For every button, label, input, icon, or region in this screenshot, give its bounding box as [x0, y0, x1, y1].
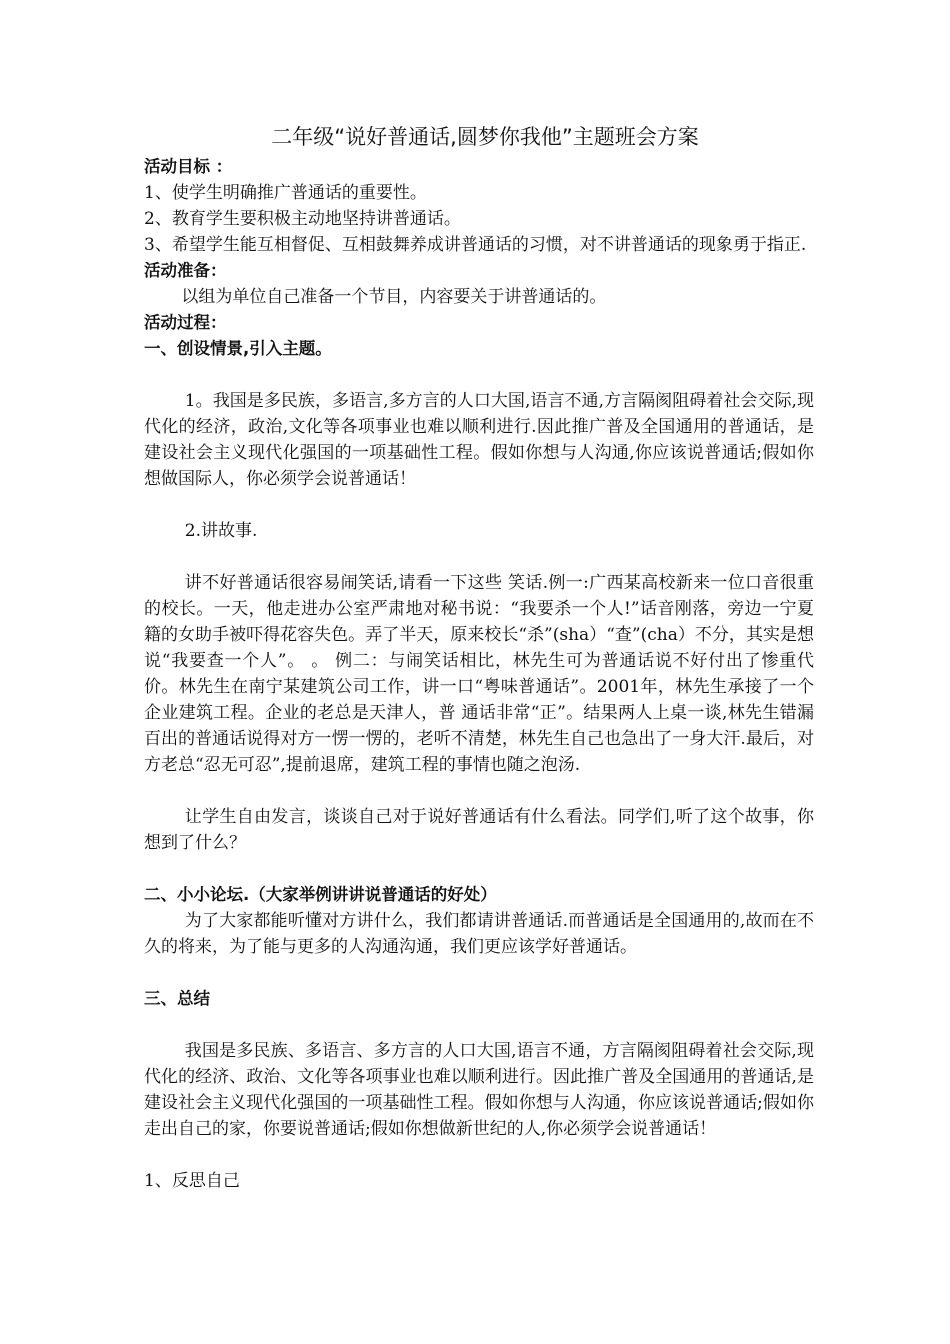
- section2-heading: 二、小小论坛.（大家举例讲讲说普通话的好处）: [144, 885, 497, 904]
- section3-item: 1、反思自己: [144, 1171, 240, 1191]
- section1-paragraph: 2.讲故事.: [184, 521, 258, 541]
- section2-paragraph: 为了大家都能听懂对方讲什么，我们都请讲普通话.而普通话是全国通用的,故而在不久的将来，为了能与更多的人沟通沟通，我们更应该学好普通话。: [144, 911, 814, 957]
- section3-paragraph: 我国是多民族、多语言、多方言的人口大国,语言不通，方言隔阂阻碍着社会交际,现代化的经济、政治、文化等各项事业也难以顺利进行。因此推广普及全国通用的普通话,是建设社会主义现代化强国的一项基础性工程。假如你想与人沟通，你应该说普通话;假如你走出自己的家，你要说普通话;假如你想做新世纪的人,你必须学会说普通话！: [144, 1041, 814, 1139]
- section1-paragraph: 让学生自由发言，谈谈自己对于说好普通话有什么看法。同学们,听了这个故事，你想到了什么？: [144, 807, 814, 853]
- goals-heading: 活动目标 ：: [144, 157, 233, 176]
- prep-text: 以组为单位自己准备一个节目，内容要关于讲普通话的。: [181, 287, 607, 307]
- goal-item: 1、使学生明确推广普通话的重要性。: [144, 183, 427, 203]
- section1-heading: 一、创设情景,引入主题。: [144, 339, 332, 358]
- page-title: 二年级“说好普通话,圆梦你我他”主题班会方案: [271, 125, 699, 149]
- document-body: [144, 122, 814, 1194]
- section1-paragraph: 1。我国是多民族，多语言,多方言的人口大国,语言不通,方言隔阂阻碍着社会交际,现代化的经济，政治,文化等各项事业也难以顺利进行.因此推广普及全国通用的普通话，是建设社会主义现代化强国的一项基础性工程。假如你想与人沟通,你应该说普通话;假如你想做国际人，你必须学会说普通话！: [144, 391, 814, 489]
- goal-item: 3、希望学生能互相督促、互相鼓舞养成讲普通话的习惯，对不讲普通话的现象勇于指正.: [144, 235, 807, 255]
- section1-story: 讲不好普通话很容易闹笑话,请看一下这些 笑话.例一:广西某高校新来一位口音很重的校长。一天，他走进办公室严肃地对秘书说：“我要杀一个人!”话音刚落，旁边一宁夏籍的女助手被吓得花容失色。弄了半天，原来校长“杀”(sha）“查”(cha）不分，其实是想说“我要查一个人”。 。 例二：与闹笑话相比，林先生可为普通话说不好付出了惨重代价。林先生在南宁某建筑公司工作，讲一口“粤味普通话”。2001年，林先生承接了一个企业建筑工程。企业的老总是天津人，普 通话非常“正”。结果两人上桌一谈,林先生错漏百出的普通话说得对方一愣一愣的，老听不清楚，林先生自己也急出了一身大汗.最后，对方老总“忍无可忍”,提前退席，建筑工程的事情也随之泡汤.: [144, 573, 814, 775]
- section3-heading: 三、总结: [144, 989, 210, 1008]
- goal-item: 2、教育学生要积极主动地坚持讲普通话。: [144, 209, 461, 229]
- prep-heading: 活动准备：: [144, 261, 227, 280]
- process-heading: 活动过程：: [144, 313, 227, 332]
